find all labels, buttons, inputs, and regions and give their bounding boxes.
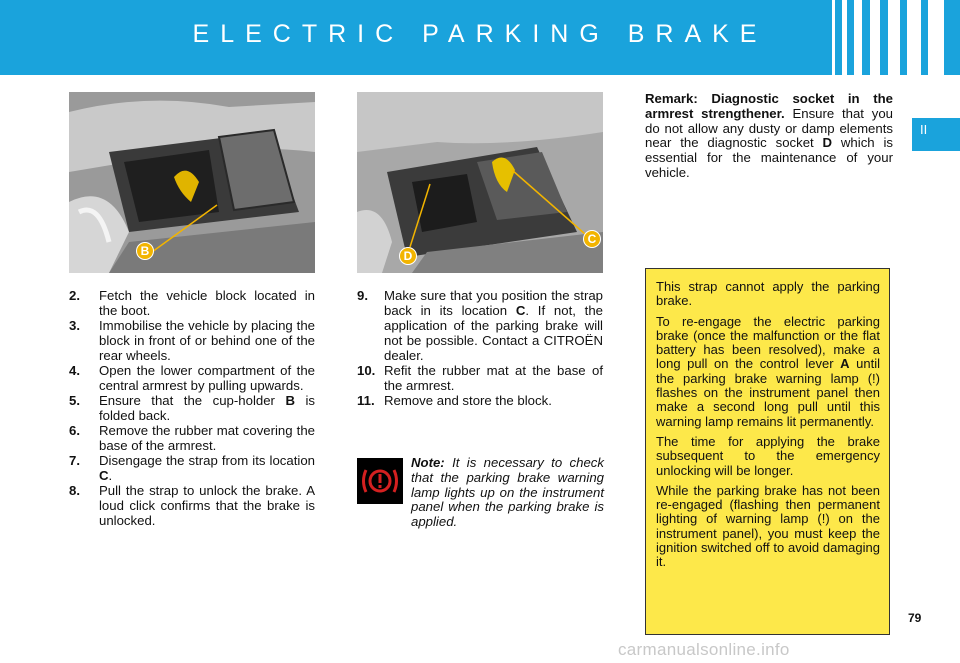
note-text: Note: It is necessary to check that the parking brake warning lamp lights up on the instrument panel when the parking brake is applied. bbox=[411, 455, 604, 530]
info-paragraph: The time for applying the brake subsequent to the emergency unlocking will be longer. bbox=[656, 433, 880, 478]
info-box bbox=[645, 268, 890, 635]
photo-illustration bbox=[69, 92, 315, 273]
step-item: 10. Refit the rubber mat at the base of the armrest. bbox=[357, 363, 603, 393]
step-item: 7. Disengage the strap from its location C. bbox=[69, 453, 315, 483]
page-number: 79 bbox=[908, 611, 922, 625]
callout-d: D bbox=[399, 247, 417, 265]
step-item: 6. Remove the rubber mat covering the base of the armrest. bbox=[69, 423, 315, 453]
steps-left bbox=[69, 288, 315, 528]
photo-illustration bbox=[357, 92, 603, 273]
remark-text: Remark: Diagnostic socket in the armrest strengthener. Ensure that you do not allow any dusty or damp elements near the diagnostic socket D which is essential for the maintenance of your vehicle. bbox=[645, 91, 893, 180]
photo-armrest-cupholder bbox=[69, 92, 315, 273]
callout-c: C bbox=[583, 230, 601, 248]
brake-warning-icon bbox=[357, 458, 403, 504]
step-item: 11. Remove and store the block. bbox=[357, 393, 552, 408]
step-item: 4. Open the lower compartment of the central armrest by pulling upwards. bbox=[69, 363, 315, 393]
chapter-tab[interactable]: II bbox=[912, 118, 960, 151]
photo-armrest-strap bbox=[357, 92, 603, 273]
step-item: 2. Fetch the vehicle block located in the boot. bbox=[69, 288, 315, 318]
watermark[interactable]: carmanualsonline.info bbox=[618, 640, 790, 659]
header-band bbox=[0, 0, 960, 75]
steps-middle bbox=[357, 288, 603, 408]
page-title: ELECTRIC PARKING BRAKE bbox=[192, 20, 768, 48]
step-item: 9. Make sure that you position the strap back in its location C. If not, the application of the parking brake will not be possible. Contact a CITROËN dealer. bbox=[357, 288, 604, 363]
callout-b: B bbox=[136, 242, 154, 260]
info-paragraph: To re-engage the electric parking brake (once the malfunction or the flat battery has been resolved), make a long pull on the control lever A until the parking brake warning lamp (!) flashes on the instrument panel then make a second long pull until this warning lamp remains lit permanently. bbox=[656, 313, 880, 429]
step-item: 5. Ensure that the cup-holder B is folded back. bbox=[69, 393, 315, 423]
info-paragraph: While the parking brake has not been re-engaged (flashing then permanent lighting of warning lamp (!) on the instrument panel), you must keep the ignition switched off to avoid damaging it. bbox=[656, 482, 880, 570]
info-paragraph: This strap cannot apply the parking brake. bbox=[656, 279, 880, 309]
step-item: 3. Immobilise the vehicle by placing the block in front of or behind one of the rear wheels. bbox=[69, 318, 315, 363]
step-item: 8. Pull the strap to unlock the brake. A loud click confirms that the brake is unlocked. bbox=[69, 483, 315, 528]
